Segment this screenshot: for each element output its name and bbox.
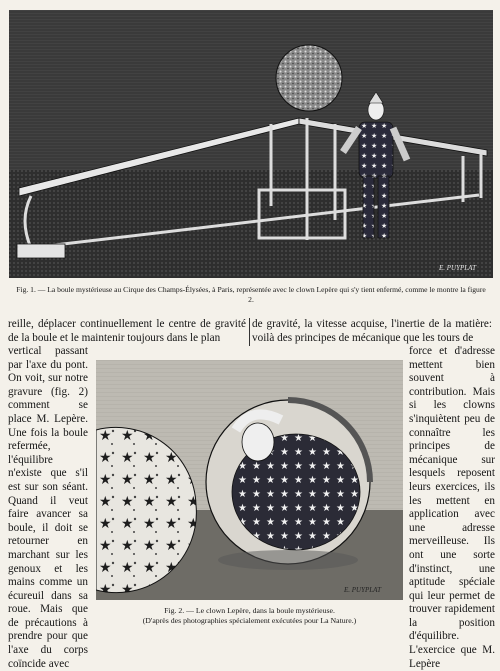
column-divider — [249, 318, 250, 346]
figure-2-caption-credit: (D'après des photographies spécialement exécutées pour La Nature.) — [142, 616, 357, 625]
figure-2-caption-title: Fig. 2. — Le clown Lepère, dans la boule mystérieuse. — [164, 606, 335, 615]
text-right-column: force et d'adresse mettent bien souvent à contribution. Mais si les clowns s'inquiètent peu de connaître les principes de mécanique sur lesquels reposent leurs exercices, ils les mettent en application avec une adresse merveilleuse. Ils ont une sorte d'instinct, une aptitude spéciale qui leur permet de trouver rapidement la position d'équilibre. L'exercice que M. Lepère — [409, 345, 495, 670]
arena-ground — [9, 170, 493, 278]
figure-1-engraving — [9, 10, 493, 278]
figure-2-caption — [96, 606, 403, 626]
text-left-column: vertical passant par l'axe du pont. On voit, sur notre gravure (fig. 2) comment se place M. Lepère. Une fois la boule refermée, l'équilibre n'existe que s'il est sur son séant. Quand il veut faire avancer sa boule, il doit se retourner en marchant sur les genoux et les mains comme un écureuil dans sa roue. Mais que de précautions à prendre pour que l'axe du corps coïncide avec — [8, 345, 88, 670]
left-base — [17, 244, 65, 258]
text-right-top: de gravité, la vitesse acquise, l'inertie de la matière: voilà des principes de mécanique que les tours de — [252, 318, 492, 344]
figure-1-signature: E. PUYPLAT — [439, 264, 477, 272]
figure-2-engraving — [96, 360, 403, 600]
figure-1-caption: Fig. 1. — La boule mystérieuse au Cirque des Champs-Élysées, à Paris, représentée avec le clown Lepère qui s'y tient enfermé, comme le montre la figure 2. — [16, 285, 486, 304]
clown-face — [242, 423, 274, 461]
figure-2-signature: E. PUYPLAT — [344, 586, 382, 594]
text-left-top: reille, déplacer continuellement le centre de gravité de la boule et le maintenir toujours dans le plan — [8, 318, 246, 344]
mystery-ball — [276, 45, 342, 111]
